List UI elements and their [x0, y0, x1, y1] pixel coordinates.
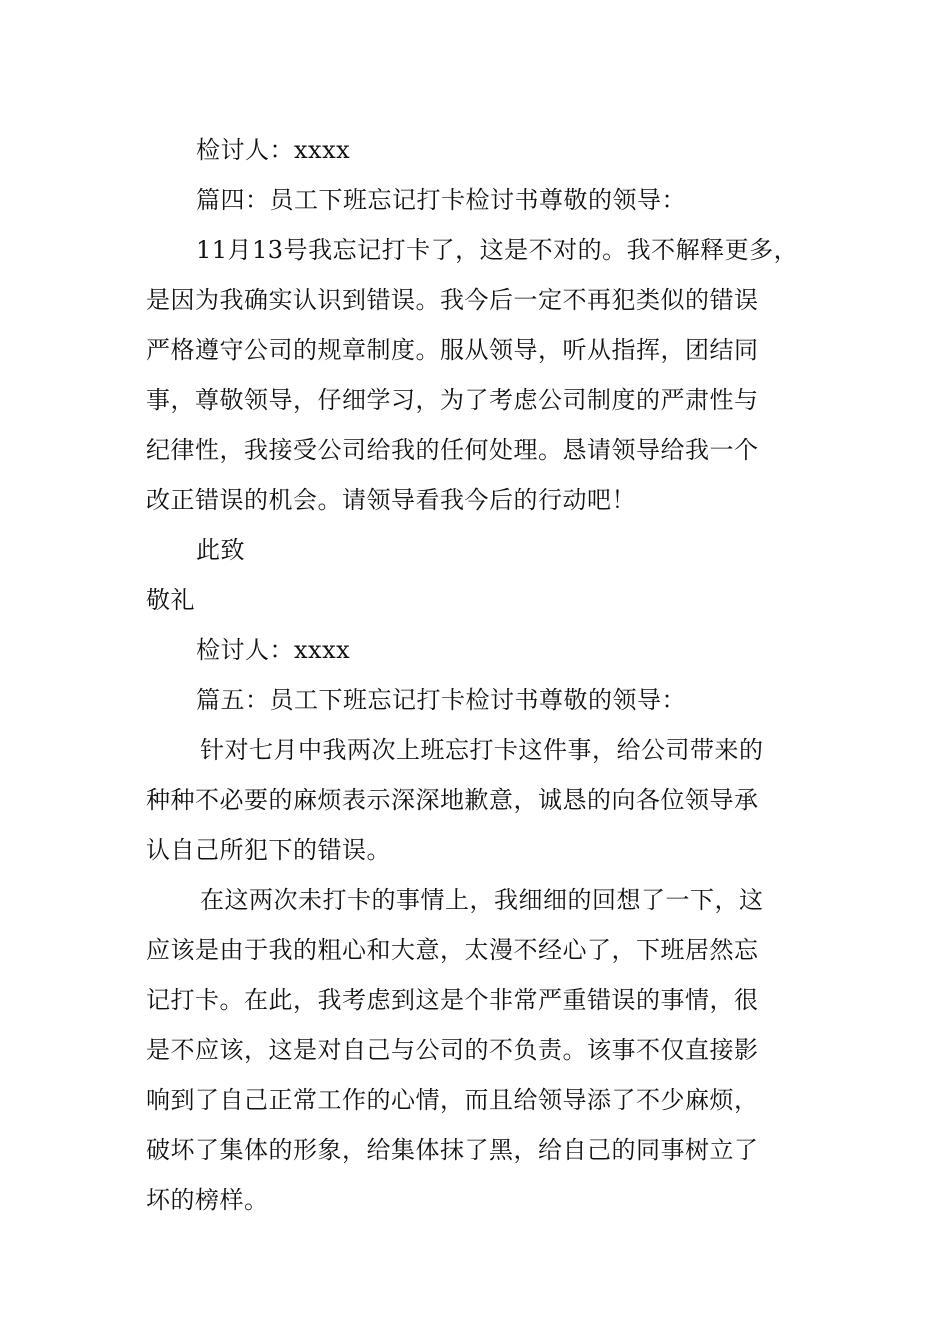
section-heading: 篇五：员工下班忘记打卡检讨书尊敬的领导： [196, 686, 686, 714]
closing-line: 敬礼 [146, 586, 195, 614]
paragraph-line: 严格遵守公司的规章制度。服从领导，听从指挥，团结同 [146, 336, 759, 364]
paragraph-line: 针对七月中我两次上班忘打卡这件事，给公司带来的 [200, 736, 764, 764]
paragraph-line: 应该是由于我的粗心和大意，太漫不经心了，下班居然忘 [146, 936, 759, 964]
paragraph-line: 改正错误的机会。请领导看我今后的行动吧！ [146, 486, 636, 514]
paragraph-line: 坏的榜样。 [146, 1186, 269, 1214]
paragraph-line: 种种不必要的麻烦表示深深地歉意，诚恳的向各位领导承 [146, 786, 759, 814]
signature-line: 检讨人：xxxx [196, 136, 351, 164]
paragraph-line: 事，尊敬领导，仔细学习，为了考虑公司制度的严肃性与 [146, 386, 759, 414]
paragraph-line: 记打卡。在此，我考虑到这是个非常严重错误的事情，很 [146, 986, 759, 1014]
paragraph-line: 11月13号我忘记打卡了，这是不对的。我不解释更多， [196, 236, 799, 264]
paragraph-line: 是不应该，这是对自己与公司的不负责。该事不仅直接影 [146, 1036, 759, 1064]
closing-line: 此致 [196, 536, 245, 564]
section-heading: 篇四：员工下班忘记打卡检讨书尊敬的领导： [196, 186, 686, 214]
paragraph-line: 纪律性，我接受公司给我的任何处理。恳请领导给我一个 [146, 436, 759, 464]
paragraph-line: 认自己所犯下的错误。 [146, 836, 391, 864]
paragraph-line: 在这两次未打卡的事情上，我细细的回想了一下，这 [200, 886, 764, 914]
signature-line: 检讨人：xxxx [196, 636, 351, 664]
paragraph-line: 响到了自己正常工作的心情，而且给领导添了不少麻烦， [146, 1086, 759, 1114]
paragraph-line: 破坏了集体的形象，给集体抹了黑，给自己的同事树立了 [146, 1136, 759, 1164]
paragraph-line: 是因为我确实认识到错误。我今后一定不再犯类似的错误 [146, 286, 759, 314]
